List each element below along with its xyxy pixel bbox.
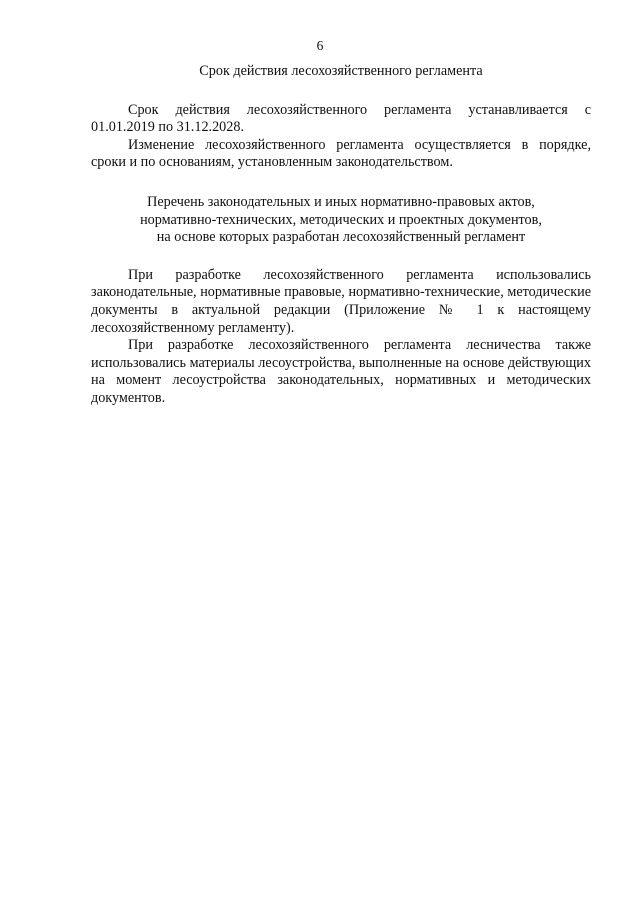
heading-line: на основе которых разработан лесохозяйственный регламент	[156, 229, 526, 246]
heading-line: нормативно-технических, методических и проектных документов,	[140, 211, 542, 228]
document-body	[91, 63, 591, 408]
heading-line: Перечень законодательных и иных нормативно-правовых актов,	[147, 193, 535, 210]
paragraph-forest-inventory-materials: При разработке лесохозяйственного регламента лесничества также использовались материалы лесоустройства, выполненные на основе действующих на момент лесоустройства законодательных, нормативных и методических документов.	[91, 337, 591, 406]
page-number: 6	[316, 38, 324, 53]
paragraph-amendment: Изменение лесохозяйственного регламента осуществляется в порядке, сроки и по основаниям, установленным законодательством.	[91, 136, 591, 171]
paragraph-documents-used: При разработке лесохозяйственного регламента использовались законодательные, нормативные правовые, нормативно-технические, методические документы в актуальной редакции (Приложение № 1 к настоящему лесохозяйственному регламенту).	[91, 266, 591, 336]
section-heading-legal-acts	[91, 194, 591, 247]
section-heading-validity: Срок действия лесохозяйственного регламента	[199, 63, 483, 79]
paragraph-validity-period: Срок действия лесохозяйственного регламента устанавливается с 01.01.2019 по 31.12.2028.	[91, 101, 591, 136]
